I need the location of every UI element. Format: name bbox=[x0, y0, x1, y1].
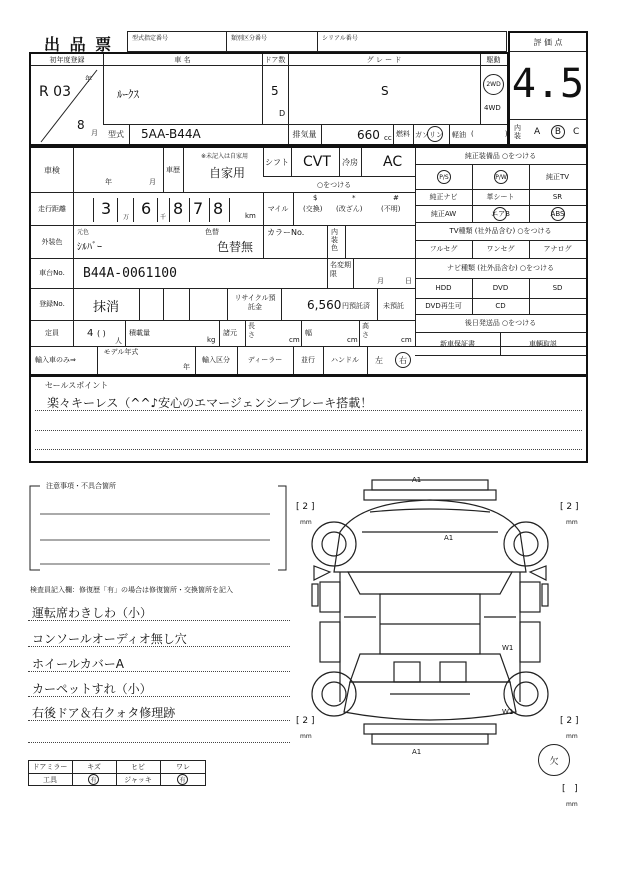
tamper-label: (改ざん) bbox=[336, 205, 363, 213]
tire-depth-rr: [ 2 ] bbox=[560, 716, 579, 726]
abs-circle bbox=[551, 207, 565, 221]
interior-c: C bbox=[573, 127, 580, 137]
mileage-label: 走行距離 bbox=[38, 204, 66, 213]
tire-mm-rr: mm bbox=[566, 733, 578, 740]
details-block bbox=[29, 146, 588, 376]
color-number-label: カラーNo. bbox=[267, 228, 305, 237]
tv-analog: アナログ bbox=[543, 245, 572, 253]
history-note: ※未記入は自家用 bbox=[201, 153, 249, 160]
note-item-1: 運転席わきしわ（小） bbox=[32, 606, 153, 620]
serial-number-label: シリアル番号 bbox=[322, 35, 358, 42]
tire-mm-rl: mm bbox=[300, 733, 312, 740]
interior-b-circled: B bbox=[551, 125, 565, 139]
tire-mm-fl: mm bbox=[300, 519, 312, 526]
interior-color-label: 内装色 bbox=[331, 228, 338, 252]
drive-4wd: 4WD bbox=[484, 104, 501, 112]
fuel-gasoline-circled: ガソリン bbox=[415, 131, 443, 139]
tire-depth-fr: [ 2 ] bbox=[560, 502, 579, 512]
door-type: D bbox=[279, 109, 286, 118]
tools-header-scratch: キズ bbox=[87, 762, 101, 771]
car-name-label: 車 名 bbox=[174, 55, 191, 64]
model-year-label: モデル年式 bbox=[103, 348, 139, 356]
grade-label: グ レ ー ド bbox=[366, 55, 402, 64]
interior-label: 内装 bbox=[514, 124, 521, 140]
model-year-unit: 年 bbox=[183, 363, 190, 371]
tools-header-mirror: ドアミラー bbox=[32, 762, 68, 771]
tire-mm-fr: mm bbox=[566, 519, 578, 526]
score-value: 4.5 bbox=[511, 61, 585, 107]
month-unit: 月 bbox=[91, 129, 98, 137]
tv-title: TV種類 (社外品含む) ○をつける bbox=[449, 227, 552, 235]
fuel-other-paren: ( ) bbox=[471, 130, 508, 138]
spare-tire-missing: 欠 bbox=[538, 744, 570, 776]
inspection-month-unit: 月 bbox=[149, 178, 156, 186]
serial-number-box bbox=[317, 31, 507, 52]
recycle-label: リサイクル預託金 bbox=[234, 294, 276, 311]
load-label: 積載量 bbox=[129, 329, 150, 337]
man-unit: 万 bbox=[123, 214, 130, 221]
registration-month: 8 bbox=[77, 118, 85, 132]
tools-header-crack: ヒビ bbox=[131, 762, 145, 771]
later-manual: 車輌取説 bbox=[529, 339, 557, 348]
later-warranty: 新車保証書 bbox=[440, 339, 475, 348]
note-item-4: カーペットすれ（小） bbox=[32, 682, 152, 696]
airbag-circle bbox=[493, 207, 507, 221]
equipment-title: 純正装備品 ○をつける bbox=[464, 152, 537, 160]
mileage-digits bbox=[85, 194, 261, 222]
fuel-circle bbox=[427, 126, 443, 142]
length-label: 長さ bbox=[248, 322, 255, 339]
handle-left: 左 bbox=[375, 355, 383, 365]
tv-one: ワンセグ bbox=[486, 245, 515, 253]
mileage-digit-4: 7 bbox=[193, 199, 204, 218]
tools-tool-yes-circled: 有 bbox=[88, 774, 99, 785]
handle-right-circled: 右 bbox=[395, 352, 411, 368]
import-parallel: 並行 bbox=[301, 356, 315, 364]
tire-depth-rl: [ 2 ] bbox=[296, 716, 315, 726]
model-code: 5AA-B44A bbox=[141, 127, 201, 141]
category-number-label: 類別区分番号 bbox=[231, 35, 268, 42]
notes-bracket bbox=[28, 484, 290, 572]
history-label: 車歴 bbox=[166, 166, 180, 174]
unknown-symbol: # bbox=[393, 194, 399, 202]
capacity-label: 定員 bbox=[45, 329, 59, 337]
navi-dvd: DVD bbox=[492, 284, 509, 292]
equipment-panel bbox=[415, 148, 586, 374]
sales-point-box bbox=[29, 375, 588, 463]
type-designation-label: 型式指定番号 bbox=[132, 35, 169, 42]
category-number-box bbox=[226, 31, 318, 52]
kg-unit: kg bbox=[207, 336, 216, 344]
length-cm: cm bbox=[289, 336, 300, 344]
vehicle-info-block bbox=[29, 52, 509, 146]
spare-tire-mm: mm bbox=[566, 801, 578, 808]
recycle-unpaid: 未預託 bbox=[383, 302, 404, 310]
tamper-symbol: * bbox=[352, 194, 356, 202]
drive-2wd-circled: 2WD bbox=[483, 74, 504, 95]
equip-tv: 純正TV bbox=[545, 172, 570, 181]
later-title: 後日発送品 ○をつける bbox=[464, 319, 537, 327]
mileage-digit-2: 6 bbox=[141, 199, 152, 218]
cc-unit: cc bbox=[384, 134, 392, 142]
grade: S bbox=[381, 84, 389, 98]
displacement: 660 bbox=[357, 128, 380, 142]
sen-unit: 千 bbox=[160, 214, 167, 221]
import-label: 輸入車のみ⇒ bbox=[35, 356, 76, 364]
door-count: 5 bbox=[271, 84, 279, 98]
interior-a: A bbox=[534, 127, 541, 137]
navi-sd: SD bbox=[552, 284, 563, 292]
name-change-month: 月 bbox=[377, 277, 384, 285]
width-label: 幅 bbox=[305, 329, 312, 337]
equip-airbag: エアB bbox=[491, 209, 510, 218]
damage-mark-rear-bumper: A1 bbox=[412, 748, 422, 756]
equip-ps-circled: P/S bbox=[437, 170, 451, 184]
displacement-label: 排気量 bbox=[292, 129, 317, 139]
car-diagram bbox=[300, 472, 560, 772]
name-change-day: 日 bbox=[405, 277, 412, 285]
score-box bbox=[508, 31, 588, 146]
chassis-label: 車台No. bbox=[39, 269, 65, 277]
km-unit: km bbox=[245, 212, 256, 220]
tools-jack-label: ジャッキ bbox=[124, 775, 152, 784]
equip-leather: 革シート bbox=[486, 193, 515, 201]
car-name: ﾙｰｸｽ bbox=[117, 88, 139, 101]
tools-header-break: ワレ bbox=[176, 762, 190, 771]
score-label: 評 価 点 bbox=[533, 37, 563, 47]
registration-value: 抹消 bbox=[93, 300, 120, 315]
registration-era: R 03 bbox=[39, 84, 71, 100]
shift-value: CVT bbox=[303, 154, 331, 170]
model-label: 型式 bbox=[108, 129, 124, 139]
page-title: 出 品 票 bbox=[44, 35, 114, 54]
inspector-label: 検査員記入欄：修復歴「有」の場合は修復箇所・交換箇所を記入 bbox=[30, 586, 233, 594]
recycle-amount: 6,560 bbox=[307, 298, 342, 312]
sales-point-text: 楽々キーレス（^^♪安心のエマージェンシーブレーキ搭載！ bbox=[47, 396, 373, 410]
height-cm: cm bbox=[401, 336, 412, 344]
registration-label: 登録No. bbox=[39, 300, 65, 308]
paint-value: 色替無 bbox=[217, 240, 254, 254]
shift-label: シフト bbox=[265, 157, 289, 167]
note-item-2: コンソールオーディオ無し穴 bbox=[32, 632, 187, 646]
spare-tire-bracket: [ ] bbox=[562, 784, 578, 794]
equip-abs-circled: ABS bbox=[550, 209, 565, 218]
note-item-3: ホイールカバーA bbox=[32, 657, 124, 671]
damage-mark-front-bumper: A1 bbox=[412, 476, 422, 484]
light-oil: 軽油 bbox=[452, 131, 466, 139]
mileage-digit-1: 3 bbox=[101, 199, 112, 218]
height-label: 高さ bbox=[362, 322, 369, 339]
tools-jack-yes-circled: 有 bbox=[177, 774, 188, 785]
damage-mark-hood: A1 bbox=[444, 534, 454, 542]
ac-label: 冷房 bbox=[342, 157, 358, 167]
inspection-label: 車検 bbox=[44, 165, 60, 175]
damage-mark-right-rear-door: W1 bbox=[502, 644, 514, 652]
drive-label: 駆動 bbox=[486, 55, 501, 64]
original-color-label: 元色 bbox=[77, 229, 90, 236]
capacity-value: 4 bbox=[87, 328, 94, 339]
equip-sr: SR bbox=[552, 193, 563, 201]
width-cm: cm bbox=[347, 336, 358, 344]
ac-value: AC bbox=[383, 154, 403, 170]
mileage-digit-5: 8 bbox=[213, 199, 224, 218]
circle-note: ○をつける bbox=[317, 181, 352, 189]
tire-depth-fl: [ 2 ] bbox=[296, 502, 315, 512]
sales-point-label: セールスポイント bbox=[45, 381, 109, 390]
note-item-5: 右後ドア＆右クォタ修理跡 bbox=[32, 706, 176, 720]
mileage-digit-3: 8 bbox=[173, 199, 184, 218]
door-count-label: ドア数 bbox=[264, 55, 286, 64]
damage-mark-right-quarter: W1 bbox=[502, 708, 514, 716]
navi-cd: CD bbox=[495, 302, 506, 310]
tools-tool-label: 工具 bbox=[43, 775, 57, 784]
exterior-color-label: 外装色 bbox=[41, 237, 63, 246]
mile-label: マイル bbox=[267, 204, 289, 213]
person-unit: 人 bbox=[115, 337, 122, 345]
recycle-unit: 円預託済 bbox=[342, 302, 370, 310]
handle-label: ハンドル bbox=[331, 356, 359, 364]
type-designation-box bbox=[127, 31, 227, 52]
first-registration-label: 初年度登録 bbox=[49, 55, 85, 64]
import-dealer: ディーラー bbox=[247, 356, 283, 364]
import-type-label: 輸入区分 bbox=[202, 356, 230, 364]
equip-aw: 純正AW bbox=[430, 209, 457, 218]
dims-label: 諸元 bbox=[223, 329, 237, 337]
paint-label: 色替 bbox=[205, 228, 219, 236]
year-unit: 年 bbox=[85, 75, 92, 83]
name-change-label: 名変期限 bbox=[330, 261, 351, 278]
original-color: ｼﾙﾊﾞｰ bbox=[77, 242, 102, 253]
history-value: 自家用 bbox=[209, 166, 246, 180]
navi-hdd: HDD bbox=[435, 284, 452, 292]
tv-full: フルセグ bbox=[429, 245, 458, 253]
equip-pw-circled: P/W bbox=[494, 170, 508, 184]
navi-dvd-playable: DVD再生可 bbox=[425, 302, 462, 310]
inspection-year-unit: 年 bbox=[105, 178, 112, 186]
capacity-paren: ( ) bbox=[97, 329, 106, 338]
chassis-number: B44A-0061100 bbox=[83, 266, 177, 281]
tools-table bbox=[28, 760, 206, 786]
navi-title: ナビ種類 (社外品含む) ○をつける bbox=[446, 264, 555, 272]
fuel-label: 燃料 bbox=[396, 130, 410, 138]
notes-label: 注意事項・不具合箇所 bbox=[46, 482, 116, 490]
equip-navi: 純正ナビ bbox=[429, 193, 458, 201]
unknown-label: (不明) bbox=[381, 205, 401, 213]
exchange-symbol: $ bbox=[313, 194, 318, 202]
exchange-label: (交換) bbox=[303, 205, 323, 213]
